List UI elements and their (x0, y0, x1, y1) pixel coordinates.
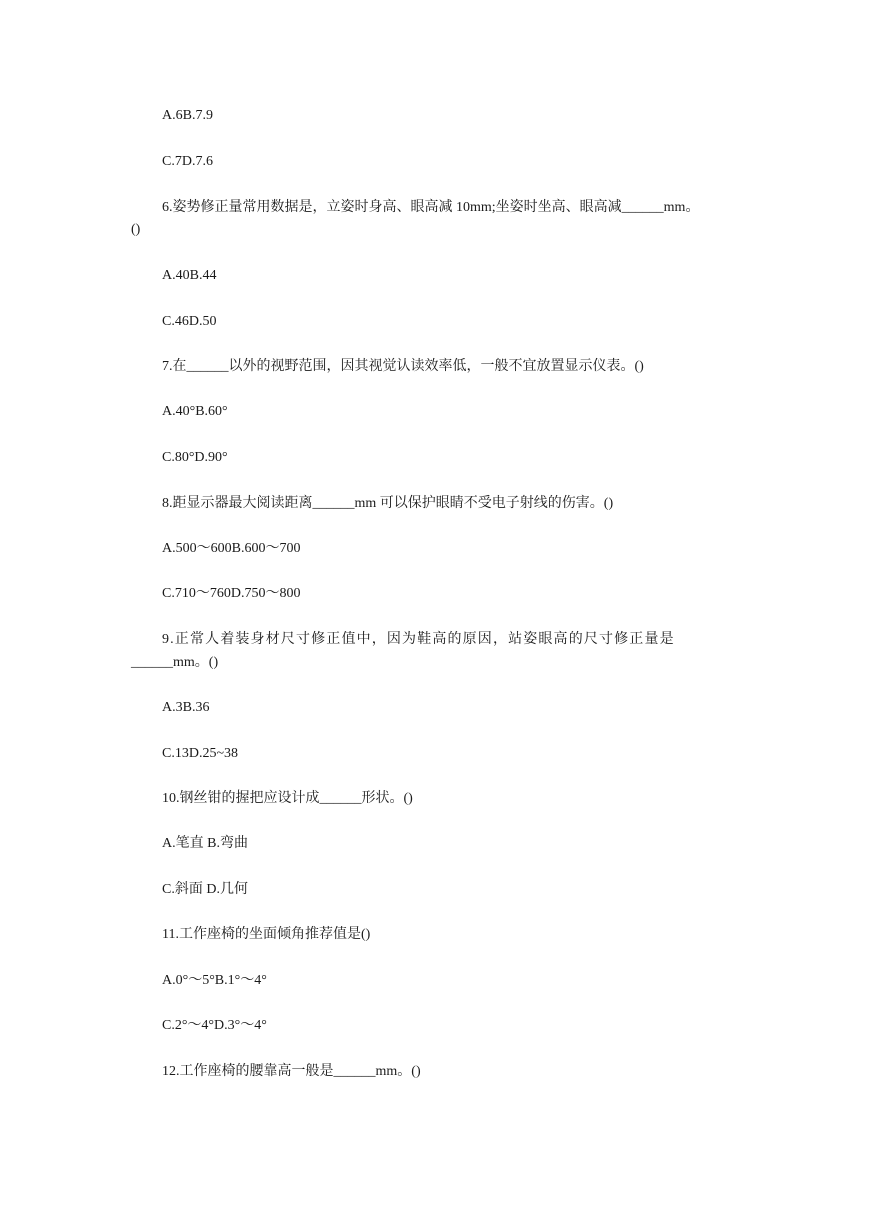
q9-options-cd: C.13D.25~38 (162, 746, 239, 761)
q10-options-cd: C.斜面 D.几何 (162, 882, 248, 897)
q6-options-ab: A.40B.44 (162, 268, 217, 283)
q6-text: 6.姿势修正量常用数据是，立姿时身高、眼高减 10mm;坐姿时坐高、眼高减______mm。 (162, 200, 700, 215)
q8-options-cd: C.710～760D.750～800 (162, 586, 301, 601)
q11-options-cd: C.2°～4°D.3°～4° (162, 1018, 267, 1033)
q8-text: 8.距显示器最大阅读距离______mm 可以保护眼睛不受电子射线的伤害。() (162, 496, 614, 511)
q8-options-ab: A.500～600B.600～700 (162, 541, 301, 556)
q7-options-ab: A.40°B.60° (162, 404, 228, 419)
q7-text: 7.在______以外的视野范围，因其视觉认读效率低，一般不宜放置显示仪表。() (162, 359, 644, 374)
q9-text: 9.正常人着装身材尺寸修正值中，因为鞋高的原因，站姿眼高的尺寸修正量是 (162, 632, 675, 647)
q7-options-cd: C.80°D.90° (162, 450, 228, 465)
q5-options-cd: C.7D.7.6 (162, 154, 213, 169)
q6-options-cd: C.46D.50 (162, 314, 217, 329)
q11-options-ab: A.0°～5°B.1°～4° (162, 973, 267, 988)
q5-options-ab: A.6B.7.9 (162, 108, 213, 123)
q9-text-continued: ______mm。() (131, 655, 219, 670)
q10-text: 10.钢丝钳的握把应设计成______形状。() (162, 791, 413, 806)
q11-text: 11.工作座椅的坐面倾角推荐值是() (162, 927, 371, 942)
q9-options-ab: A.3B.36 (162, 700, 210, 715)
q12-text: 12.工作座椅的腰靠高一般是______mm。() (162, 1064, 421, 1079)
q6-text-continued: () (131, 222, 141, 237)
q10-options-ab: A.笔直 B.弯曲 (162, 836, 248, 851)
